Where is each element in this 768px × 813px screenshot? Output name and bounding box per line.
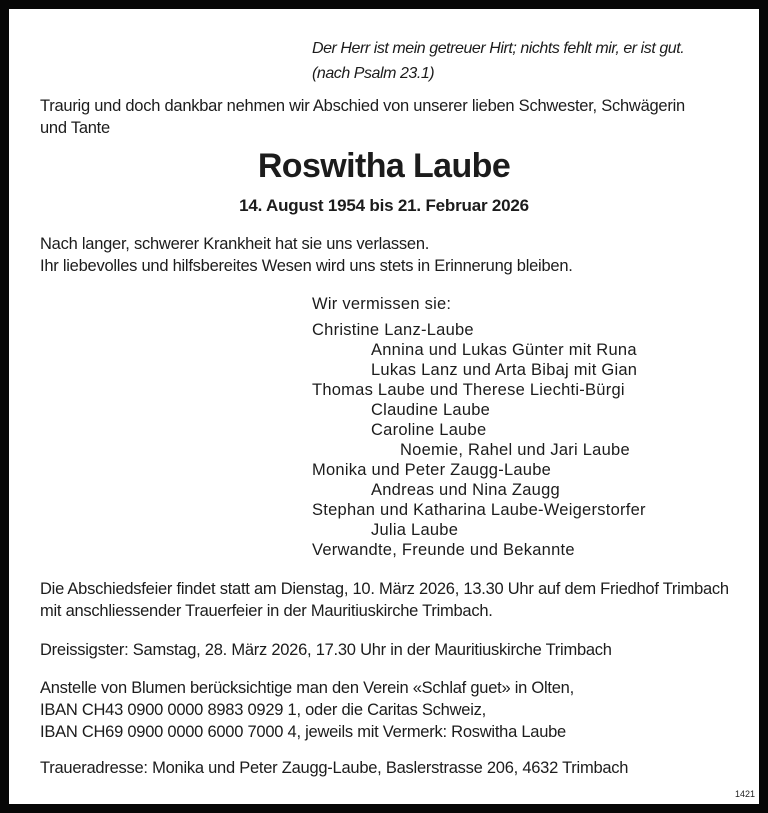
notice-number: 1421 [734, 789, 755, 799]
funeral-info [40, 578, 729, 622]
funeral-line: mit anschliessender Trauerfeier in der Mauritiuskirche Trimbach. [40, 602, 493, 620]
mourner-entry: Lukas Lanz und Arta Bibaj mit Gian [371, 361, 638, 379]
mourning-address [40, 757, 628, 779]
mourners-list [312, 294, 646, 560]
intro-line: und Tante [40, 119, 110, 137]
mourners-heading: Wir vermissen sie: [312, 295, 452, 313]
psalm-quote [312, 36, 684, 86]
donation-iban-line: IBAN CH69 0900 0000 6000 7000 4, jeweils mit Vermerk: Roswitha Laube [40, 723, 566, 741]
farewell-line: Ihr liebevolles und hilfsbereites Wesen wird uns stets in Erinnerung bleiben. [40, 257, 573, 275]
thirtieth-memorial-info [40, 639, 612, 661]
donation-line: Anstelle von Blumen berücksichtige man den Verein «Schlaf guet» in Olten, [40, 679, 574, 697]
mourner-entry: Monika und Peter Zaugg-Laube [312, 461, 552, 479]
funeral-line: Die Abschiedsfeier findet statt am Dienstag, 10. März 2026, 13.30 Uhr auf dem Friedhof Trimbach [40, 580, 729, 598]
mourning-address-line: Traueradresse: Monika und Peter Zaugg-Laube, Baslerstrasse 206, 4632 Trimbach [40, 759, 629, 777]
farewell-message [40, 233, 573, 277]
farewell-line: Nach langer, schwerer Krankheit hat sie uns verlassen. [40, 235, 430, 253]
psalm-quote-source: (nach Psalm 23.1) [312, 65, 435, 82]
donation-iban-line: IBAN CH43 0900 0000 8983 0929 1, oder die Caritas Schweiz, [40, 701, 486, 719]
mourner-entry: Caroline Laube [371, 421, 487, 439]
psalm-quote-line: Der Herr ist mein getreuer Hirt; nichts fehlt mir, er ist gut. [312, 40, 685, 57]
mourner-entry: Thomas Laube und Therese Liechti-Bürgi [312, 381, 625, 399]
thirtieth-line: Dreissigster: Samstag, 28. März 2026, 17.30 Uhr in der Mauritiuskirche Trimbach [40, 641, 612, 659]
mourner-entry: Noemie, Rahel und Jari Laube [400, 441, 630, 459]
mourner-entry: Andreas und Nina Zaugg [371, 481, 560, 499]
mourner-entry: Stephan und Katharina Laube-Weigerstorfer [312, 501, 646, 519]
mourner-entry: Julia Laube [371, 521, 459, 539]
deceased-name: Roswitha Laube [257, 147, 511, 185]
donation-info [40, 677, 574, 743]
mourner-entry: Verwandte, Freunde und Bekannte [312, 541, 575, 559]
mourner-entry: Christine Lanz-Laube [312, 321, 474, 339]
mourner-entry: Claudine Laube [371, 401, 491, 419]
mourner-entry: Annina und Lukas Günter mit Runa [371, 341, 637, 359]
life-dates: 14. August 1954 bis 21. Februar 2026 [239, 196, 529, 215]
intro-line: Traurig und doch dankbar nehmen wir Abschied von unserer lieben Schwester, Schwägerin [40, 97, 685, 115]
intro-text [40, 95, 685, 139]
